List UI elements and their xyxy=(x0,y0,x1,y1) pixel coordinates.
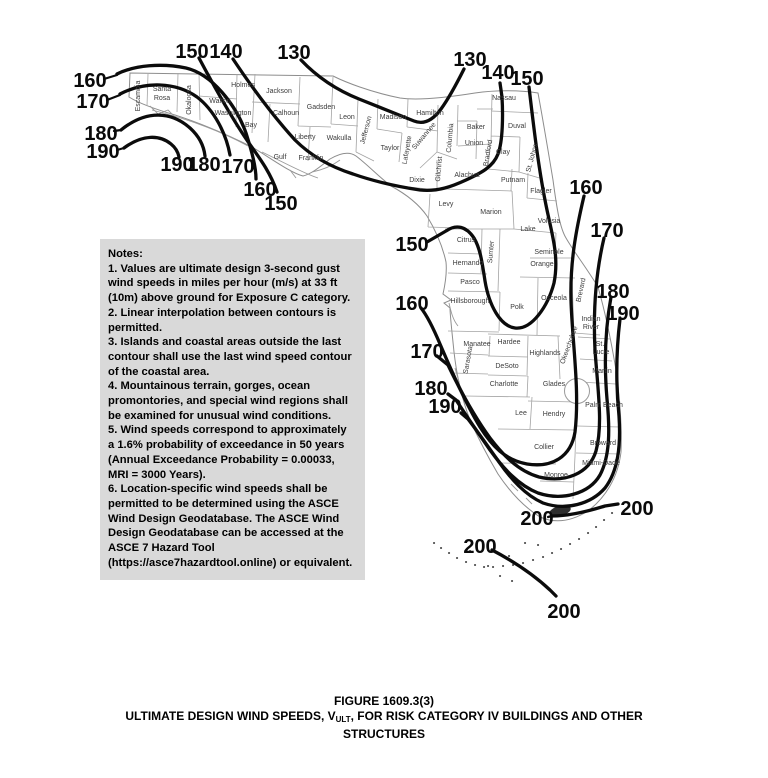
contour-label-180: 180 xyxy=(414,378,448,400)
contour-label-180: 180 xyxy=(187,154,221,176)
contour-label-160: 160 xyxy=(243,179,277,201)
county-label-gulf: Gulf xyxy=(273,154,287,161)
figure-number: FIGURE 1609.3(3) xyxy=(333,694,435,708)
county-label-seminole: Seminole xyxy=(534,249,564,256)
contour-label-170: 170 xyxy=(76,91,110,113)
contour-label-170: 170 xyxy=(221,156,255,178)
county-label-leon: Leon xyxy=(339,114,355,121)
county-label-putnam: Putnam xyxy=(500,177,526,184)
contour-label-200: 200 xyxy=(620,498,654,520)
contour-200-keys xyxy=(492,550,556,596)
county-label-highlands: Highlands xyxy=(529,350,561,357)
contour-label-190: 190 xyxy=(428,396,462,418)
county-label-lafayette: Lafayette xyxy=(401,135,414,165)
county-label-calhoun: Calhoun xyxy=(272,110,300,117)
county-label-taylor: Taylor xyxy=(380,145,400,152)
county-label-glades: Glades xyxy=(542,381,566,388)
county-label-bay: Bay xyxy=(244,122,258,129)
county-label-broward: Broward xyxy=(589,440,617,447)
contour-label-170: 170 xyxy=(590,220,624,242)
county-label-desoto: DeSoto xyxy=(495,363,519,370)
county-label-union: Union xyxy=(464,140,484,147)
county-label-lee: Lee xyxy=(515,410,527,417)
county-label-lucie: Lucie xyxy=(592,349,610,356)
county-label-baker: Baker xyxy=(466,124,486,131)
county-label-rosa: Rosa xyxy=(153,95,171,102)
county-label-miami-dade: Miami-Dade xyxy=(582,460,620,467)
contour-label-200: 200 xyxy=(520,508,554,530)
county-label-martin: Martin xyxy=(592,368,612,375)
county-label-walton: Walton xyxy=(209,98,231,105)
contour-label-190: 190 xyxy=(160,154,194,176)
contour-label-150: 150 xyxy=(510,68,544,90)
contour-label-130: 130 xyxy=(453,49,487,71)
note-item-4: 4. Mountainous terrain, gorges, ocean promontories, and special wind regions shall be examined for unusual wind conditions. xyxy=(108,380,348,422)
county-label-brevard: Brevard xyxy=(575,277,588,303)
county-label-nassau: Nassau xyxy=(492,95,516,102)
county-label-columbia: Columbia xyxy=(445,123,456,154)
county-label-jackson: Jackson xyxy=(266,88,292,95)
contour-label-190: 190 xyxy=(86,141,120,163)
contour-160-south xyxy=(421,196,584,465)
county-label-okeechobee: Okeechobee xyxy=(559,325,580,366)
county-label-madison: Madison xyxy=(379,114,407,121)
contour-label-180: 180 xyxy=(84,123,118,145)
figure-title-pre: ULTIMATE DESIGN WIND SPEEDS, V xyxy=(125,708,336,723)
county-label-river: River xyxy=(582,324,600,331)
county-label-suwannee: Suwannee xyxy=(411,121,438,152)
county-label-citrus: Citrus xyxy=(456,237,476,244)
contour-label-190: 190 xyxy=(606,303,640,325)
county-label-sarasota: Sarasota xyxy=(462,345,475,375)
county-label-orange: Orange xyxy=(530,261,554,268)
county-label-monroe: Monroe xyxy=(544,472,568,479)
contour-label-200: 200 xyxy=(463,536,497,558)
contour-label-170: 170 xyxy=(410,341,444,363)
county-label-duval: Duval xyxy=(508,123,526,130)
figure-title-line3: STRUCTURES xyxy=(342,727,425,741)
notes-heading: Notes: xyxy=(108,248,143,260)
county-label-bradford: Bradford xyxy=(482,139,495,167)
county-label-st-johns: St. Johns xyxy=(525,143,540,174)
county-label-escambia: Escambia xyxy=(135,80,142,112)
county-label-palm-beach: Palm Beach xyxy=(585,402,623,409)
county-label-clay: Clay xyxy=(495,149,511,156)
county-label-volusia: Volusia xyxy=(537,218,561,225)
county-label-liberty: Liberty xyxy=(294,134,316,141)
county-label-holmes: Holmes xyxy=(231,82,255,89)
contour-label-160: 160 xyxy=(395,293,429,315)
note-item-6: 6. Location-specific wind speeds shall be permitted to be determined using the ASCE Wind Design Geodatabase. The ASCE Wind Design Geodatabase can be accessed at the ASCE 7 Hazard Tool (https://asce7hazardtool.online) or equivalent. xyxy=(108,483,353,569)
county-label-marion: Marion xyxy=(480,209,502,216)
contour-label-200: 200 xyxy=(547,601,581,623)
county-label-hamilton: Hamilton xyxy=(416,110,444,117)
county-label-st-: St. xyxy=(595,341,605,348)
county-label-hardee: Hardee xyxy=(497,339,521,346)
county-label-franklin: Franklin xyxy=(298,155,324,162)
county-label-hernando: Hernando xyxy=(452,260,484,267)
note-item-2: 2. Linear interpolation between contours is permitted. xyxy=(108,306,337,334)
county-label-dixie: Dixie xyxy=(409,177,425,184)
contour-label-140: 140 xyxy=(481,62,515,84)
figure-title-post: , FOR RISK CATEGORY IV BUILDINGS AND OTHER xyxy=(350,708,643,723)
figure-title xyxy=(0,709,768,728)
county-label-osceola: Osceola xyxy=(541,295,567,302)
note-item-5: 5. Wind speeds correspond to approximately a 1.6% probability of exceedance in 50 years (Annual Exceedance Probability = 0.00033, MRI = 3000 Years). xyxy=(108,424,347,481)
contour-label-140: 140 xyxy=(209,41,243,63)
county-label-hillsborough: Hillsborough xyxy=(450,298,490,305)
county-label-lake: Lake xyxy=(520,226,536,233)
county-label-pasco: Pasco xyxy=(460,279,480,286)
county-label-hendry: Hendry xyxy=(542,411,566,418)
contour-label-150: 150 xyxy=(264,193,298,215)
figure-title-subscript: ULT xyxy=(335,714,351,724)
contour-label-160: 160 xyxy=(569,177,603,199)
contour-label-160: 160 xyxy=(73,70,107,92)
county-label-alachua: Alachua xyxy=(454,172,480,179)
county-label-gadsden: Gadsden xyxy=(306,104,336,111)
notes-panel xyxy=(100,239,365,580)
county-label-washington: Washington xyxy=(214,110,252,117)
county-label-collier: Collier xyxy=(534,444,554,451)
county-label-flagler: Flagler xyxy=(530,188,552,195)
county-label-gilchrist: Gilchrist xyxy=(434,156,445,182)
county-label-jefferson: Jefferson xyxy=(359,115,374,145)
contour-label-180: 180 xyxy=(596,281,630,303)
county-label-manatee: Manatee xyxy=(463,341,491,348)
contour-label-130: 130 xyxy=(277,42,311,64)
county-label-indian: Indian xyxy=(581,316,601,323)
county-label-okaloosa: Okaloosa xyxy=(186,85,193,115)
county-label-charlotte: Charlotte xyxy=(489,381,519,388)
county-label-polk: Polk xyxy=(510,304,524,311)
county-label-levy: Levy xyxy=(438,201,454,208)
county-label-santa: Santa xyxy=(152,86,172,93)
county-label-wakulla: Wakulla xyxy=(326,135,352,142)
contour-label-150: 150 xyxy=(175,41,209,63)
figure-caption xyxy=(0,694,768,742)
county-label-sumter: Sumter xyxy=(487,240,496,264)
note-item-3: 3. Islands and coastal areas outside the last contour shall use the last wind speed contour of the coastal area. xyxy=(108,336,352,378)
contour-170-south xyxy=(437,238,604,479)
note-item-1: 1. Values are ultimate design 3-second gust wind speeds in miles per hour (m/s) at 33 ft (10m) above ground for Exposure C category. xyxy=(108,262,351,305)
contour-label-150: 150 xyxy=(395,234,429,256)
